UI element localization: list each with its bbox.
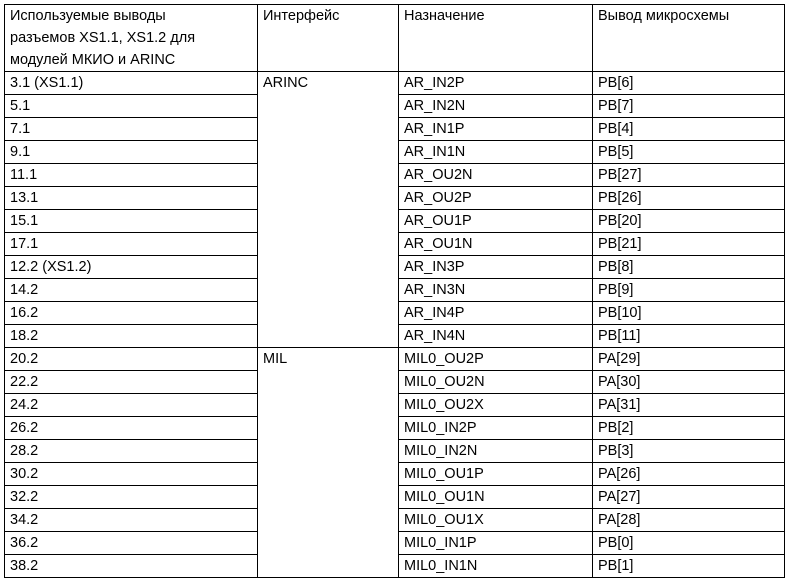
signal-name-cell: AR_OU1N: [399, 233, 593, 256]
signal-name-cell: MIL0_IN2N: [399, 440, 593, 463]
chip-pin-cell: PB[3]: [593, 440, 785, 463]
signal-name-cell: AR_OU2N: [399, 164, 593, 187]
chip-pin-cell: PB[1]: [593, 555, 785, 578]
chip-pin-cell: PB[26]: [593, 187, 785, 210]
signal-name-cell: MIL0_IN1P: [399, 532, 593, 555]
header-chip-pin: [593, 5, 785, 72]
header-connector-pins: [5, 5, 258, 72]
chip-pin-cell: PB[8]: [593, 256, 785, 279]
signal-name-cell: MIL0_IN1N: [399, 555, 593, 578]
chip-pin-cell: PB[4]: [593, 118, 785, 141]
signal-name-cell: AR_IN1N: [399, 141, 593, 164]
signal-name-cell: MIL0_OU2P: [399, 348, 593, 371]
chip-pin-cell: PB[7]: [593, 95, 785, 118]
chip-pin-cell: PB[6]: [593, 72, 785, 95]
connector-pin-cell: 15.1: [5, 210, 258, 233]
header-purpose-label: Назначение: [404, 8, 485, 24]
signal-name-cell: MIL0_OU1N: [399, 486, 593, 509]
signal-name-cell: MIL0_OU2X: [399, 394, 593, 417]
header-connector-pins-line: модулей МКИО и ARINC: [10, 52, 176, 68]
connector-pin-cell: 26.2: [5, 417, 258, 440]
pin-assignment-table: [4, 4, 785, 578]
connector-pin-cell: 18.2: [5, 325, 258, 348]
connector-pin-cell: 17.1: [5, 233, 258, 256]
header-connector-pins-line: Используемые выводы: [10, 8, 166, 24]
connector-pin-cell: 14.2: [5, 279, 258, 302]
chip-pin-cell: PB[9]: [593, 279, 785, 302]
connector-pin-cell: 24.2: [5, 394, 258, 417]
chip-pin-cell: PA[27]: [593, 486, 785, 509]
connector-pin-cell: 38.2: [5, 555, 258, 578]
signal-name-cell: MIL0_IN2P: [399, 417, 593, 440]
connector-pin-cell: 9.1: [5, 141, 258, 164]
chip-pin-cell: PA[31]: [593, 394, 785, 417]
header-connector-pins-line: разъемов XS1.1, XS1.2 для: [10, 30, 196, 46]
chip-pin-cell: PB[20]: [593, 210, 785, 233]
table-header: [5, 5, 785, 72]
chip-pin-cell: PA[28]: [593, 509, 785, 532]
connector-pin-cell: 13.1: [5, 187, 258, 210]
signal-name-cell: MIL0_OU2N: [399, 371, 593, 394]
connector-pin-cell: 16.2: [5, 302, 258, 325]
connector-pin-cell: 22.2: [5, 371, 258, 394]
connector-pin-cell: 5.1: [5, 95, 258, 118]
signal-name-cell: AR_IN4P: [399, 302, 593, 325]
connector-pin-cell: 30.2: [5, 463, 258, 486]
connector-pin-cell: 20.2: [5, 348, 258, 371]
table-row: [5, 348, 785, 371]
chip-pin-cell: PB[0]: [593, 532, 785, 555]
chip-pin-cell: PA[30]: [593, 371, 785, 394]
header-chip-pin-label: Вывод микросхемы: [598, 8, 730, 24]
connector-pin-cell: 36.2: [5, 532, 258, 555]
connector-pin-cell: 7.1: [5, 118, 258, 141]
interface-cell: MIL: [258, 348, 399, 578]
signal-name-cell: MIL0_OU1X: [399, 509, 593, 532]
signal-name-cell: AR_OU1P: [399, 210, 593, 233]
signal-name-cell: AR_IN3P: [399, 256, 593, 279]
table-body: [5, 72, 785, 578]
chip-pin-cell: PA[29]: [593, 348, 785, 371]
connector-pin-cell: 3.1 (XS1.1): [5, 72, 258, 95]
signal-name-cell: AR_IN4N: [399, 325, 593, 348]
connector-pin-cell: 11.1: [5, 164, 258, 187]
chip-pin-cell: PB[27]: [593, 164, 785, 187]
header-interface: [258, 5, 399, 72]
signal-name-cell: MIL0_OU1P: [399, 463, 593, 486]
interface-cell: ARINC: [258, 72, 399, 348]
header-row: [5, 5, 785, 72]
chip-pin-cell: PB[2]: [593, 417, 785, 440]
chip-pin-cell: PB[11]: [593, 325, 785, 348]
signal-name-cell: AR_IN2P: [399, 72, 593, 95]
header-purpose: [399, 5, 593, 72]
signal-name-cell: AR_OU2P: [399, 187, 593, 210]
signal-name-cell: AR_IN3N: [399, 279, 593, 302]
chip-pin-cell: PB[21]: [593, 233, 785, 256]
table-row: [5, 72, 785, 95]
connector-pin-cell: 12.2 (XS1.2): [5, 256, 258, 279]
connector-pin-cell: 28.2: [5, 440, 258, 463]
chip-pin-cell: PB[5]: [593, 141, 785, 164]
header-interface-label: Интерфейс: [263, 8, 340, 24]
signal-name-cell: AR_IN2N: [399, 95, 593, 118]
chip-pin-cell: PB[10]: [593, 302, 785, 325]
signal-name-cell: AR_IN1P: [399, 118, 593, 141]
connector-pin-cell: 34.2: [5, 509, 258, 532]
connector-pin-cell: 32.2: [5, 486, 258, 509]
chip-pin-cell: PA[26]: [593, 463, 785, 486]
